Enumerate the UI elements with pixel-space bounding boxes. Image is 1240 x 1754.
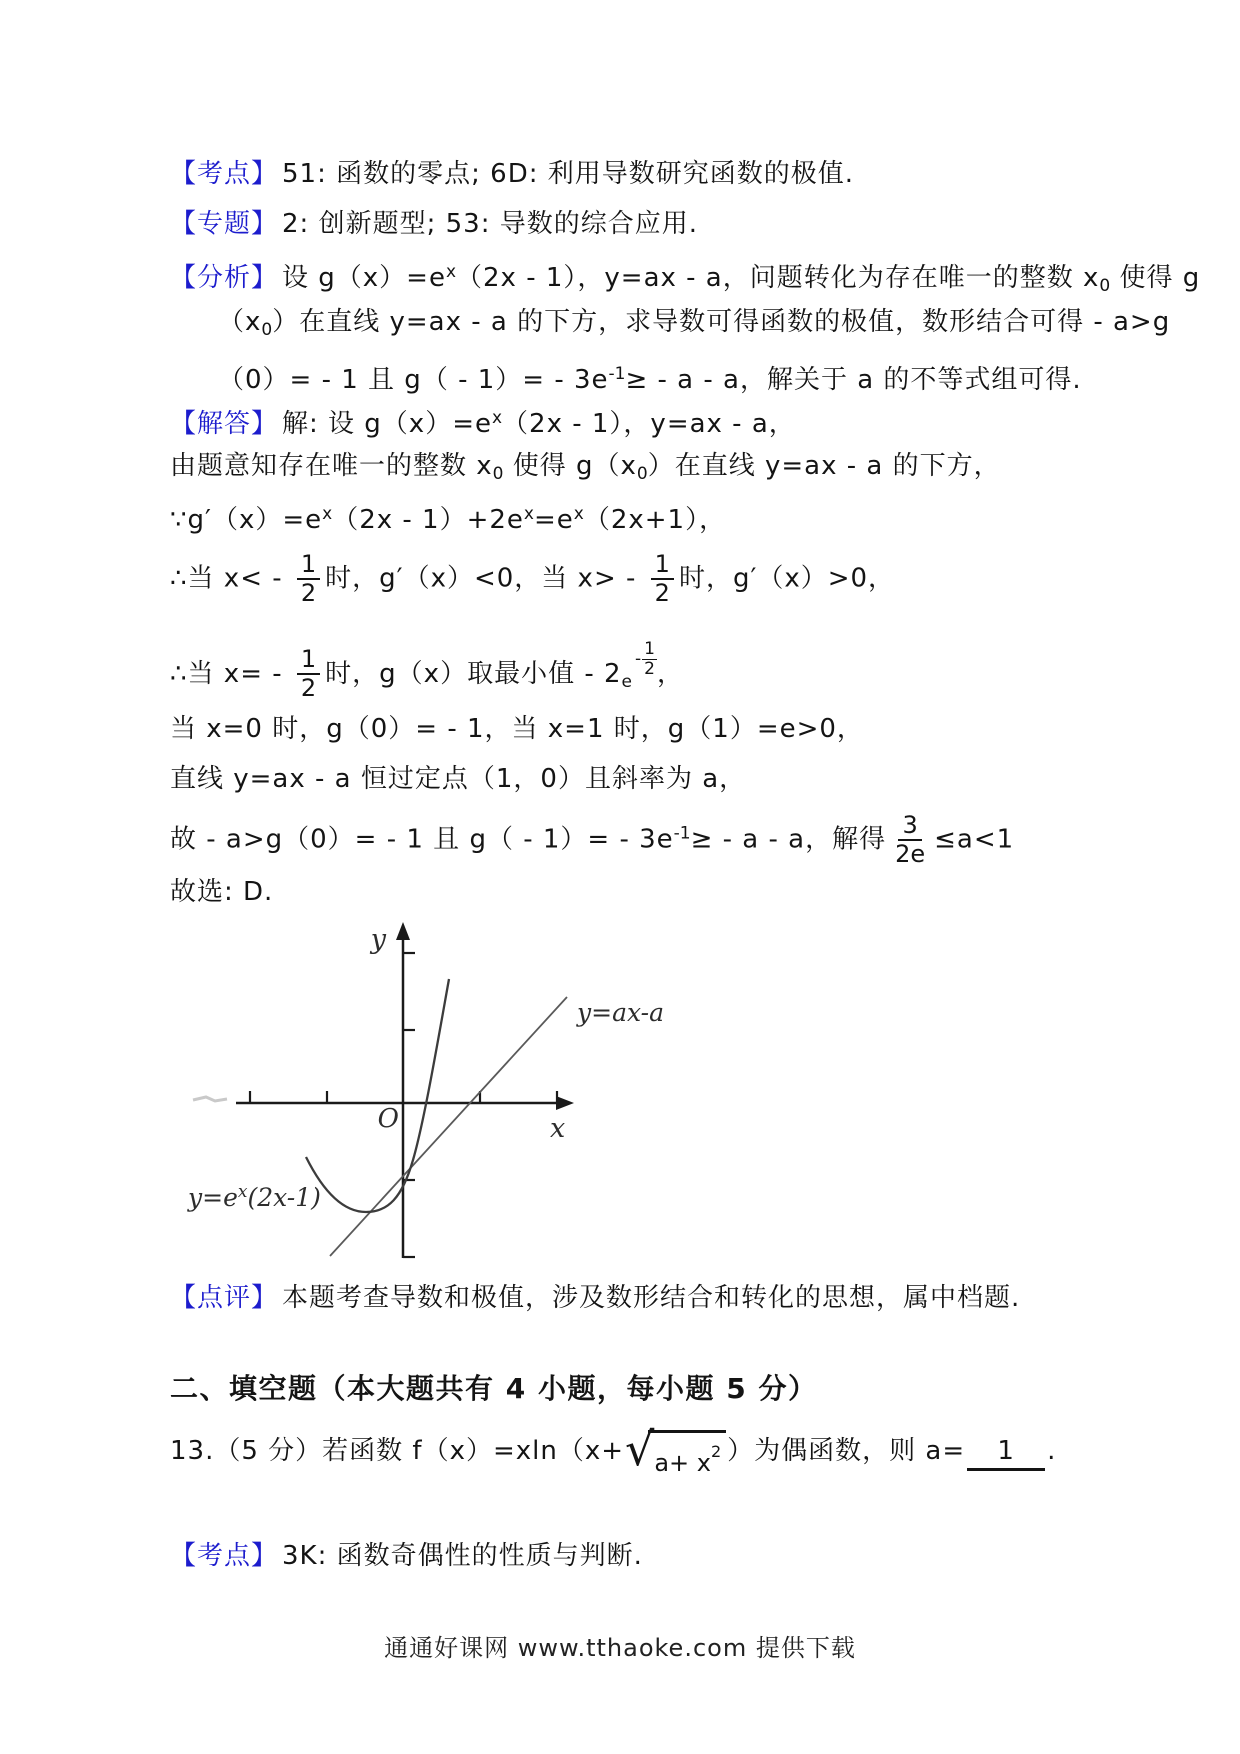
function-graph [150, 915, 690, 1275]
fraction: $\frac{1}{2}$ [651, 551, 674, 607]
fraction: $\frac{3}{2e}$ [895, 811, 926, 868]
origin-label: O [377, 1104, 399, 1134]
x-axis-label: x [550, 1113, 566, 1144]
superscript: 2 [710, 1442, 722, 1461]
subscript: 0 [261, 320, 273, 340]
superscript: x [322, 504, 333, 524]
superscript: -1 [673, 823, 691, 844]
bracket-label: 【解答】 [170, 409, 279, 439]
answer-blank: 1 [967, 1435, 1045, 1471]
superscript: x [523, 504, 534, 524]
line-solution-5: ∴当 x= - $\frac{1}{2}$ 时，g（x）取最小值 - 2e - 1 2 ， [170, 639, 684, 703]
line-analysis-2: （x0）在直线 y=ax - a 的下方，求导数可得函数的极值，数形结合可得 - a>g [218, 307, 1171, 340]
section-header-fill-blank: 二、填空题（本大题共有 4 小题，每小题 5 分） [170, 1372, 818, 1405]
curve-equation-label: $y=e^x(2x-1)$ [188, 1182, 321, 1212]
bracket-label: 【点评】 [170, 1283, 279, 1313]
line-analysis-1: 【分析】 设 $g(x)=e^x(2x - 1)$，y=ax - a，问题转化为存在唯一的整数 x0 使得 g [170, 262, 1201, 296]
line-exam-points: 【考点】 51: 函数的零点; 6D: 利用导数研究函数的极值. [170, 159, 855, 189]
radical-icon: √ [625, 1422, 655, 1476]
scan-artifact [193, 1097, 227, 1101]
line-topic: 【专题】 2: 创新题型; 53: 导数的综合应用. [170, 209, 698, 239]
x-axis-arrow-icon [556, 1096, 574, 1110]
fraction: $\frac{1}{2}$ [297, 646, 320, 702]
bracket-label: 【专题】 [170, 209, 279, 239]
superscript: -1 [608, 364, 626, 384]
line-solution-1: 【解答】 解: 设 $g(x)=e^x(2x - 1)$，y=ax - a， [170, 408, 796, 439]
line-solution-2: 由题意知存在唯一的整数 x0 使得 g（x0）在直线 y=ax - a 的下方， [170, 451, 1001, 484]
line-equation-label: y=ax-a [577, 998, 664, 1027]
subscript: 0 [636, 464, 648, 484]
line-question-13: 13.（5 分）若函数 f（x）=xln（x+ √ $a+ x^2$ ）为偶函数，则 a= 1 . [170, 1422, 1057, 1477]
superscript-fraction: - 1 2 [635, 639, 655, 679]
superscript: x [445, 262, 457, 282]
line-comment: 【点评】 本题考查导数和极值，涉及数形结合和转化的思想，属中档题. [170, 1283, 1021, 1313]
bracket-label: 【分析】 [170, 263, 279, 293]
line-solution-4: ∴当 x< - $\frac{1}{2}$ 时，g′（x）<0，当 x> - $\frac{1}{2}$ 时，g′（x）>0， [170, 550, 896, 607]
subscript: 0 [1099, 276, 1111, 296]
y-axis-label: y [370, 924, 386, 955]
footer-text: 通通好课网 www.tthaoke.com 提供下载 [384, 1634, 856, 1662]
subscript: 0 [492, 464, 504, 484]
line-solution-6: 当 x=0 时，g（0）= - 1，当 x=1 时，g（1）=e>0， [170, 714, 864, 744]
line-solution-7: 直线 y=ax - a 恒过定点（1，0）且斜率为 a， [170, 764, 747, 794]
line-answer-choice: 故选: D. [170, 877, 274, 907]
line-y-ax-a [330, 997, 567, 1256]
subscript: e [621, 671, 632, 692]
square-root: √ $a+ x^2$ [625, 1430, 726, 1473]
line-solution-3: $\because g'(x)=e^x(2x - 1)+2e^x=e^x(2x+1)$， [170, 504, 727, 535]
fraction: $\frac{1}{2}$ [297, 551, 320, 607]
line-analysis-3: （0）= - 1 且 $g( - 1)= - 3e^{-1}\ge - a - a$，解关于 a 的不等式组可得. [218, 364, 1082, 395]
bracket-label: 【考点】 [170, 159, 279, 189]
line-solution-8: 故 - a>g（0）= - 1 且 $g( - 1)= - 3e^{-1}\ge - a - a$，解得 $\frac{3}{2e}$ ≤a<1 [170, 811, 1015, 868]
line-exam-points-q13: 【考点】 3K: 函数奇偶性的性质与判断. [170, 1541, 643, 1571]
y-axis-arrow-icon [396, 922, 410, 940]
superscript: x [573, 504, 584, 524]
bracket-label: 【考点】 [170, 1541, 279, 1571]
superscript: x [491, 408, 503, 428]
